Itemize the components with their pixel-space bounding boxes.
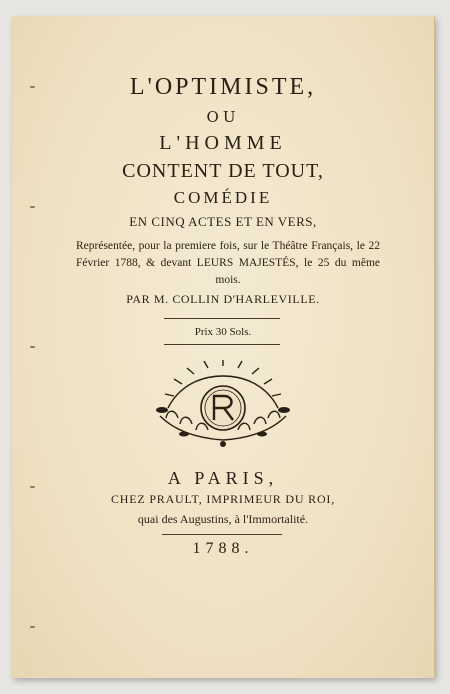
price-rule-top [164, 318, 280, 319]
title-page [12, 16, 435, 678]
imprint-rule [162, 534, 282, 535]
author-line: PAR M. COLLIN D'HARLEVILLE. [126, 292, 320, 306]
imprint-year: 1788. [192, 540, 254, 557]
acts-description: EN CINQ ACTES ET EN VERS, [129, 214, 317, 229]
performance-note: Représentée, pour la premiere fois, sur le Théâtre Français, le 22 Février 1788, & devant LEURS MAJESTÉS, le 25 du même mois. [76, 240, 380, 286]
title-conjunction: OU [206, 108, 240, 126]
price-label: Prix 30 Sols. [194, 326, 252, 338]
imprint-printer: CHEZ PRAULT, IMPRIMEUR DU ROI, [110, 492, 335, 506]
imprint-city: A PARIS, [167, 468, 279, 488]
imprint-address: quai des Augustins, à l'Immortalité. [137, 512, 309, 526]
wreath-monogram-icon [138, 358, 308, 450]
price-rule-bottom [164, 344, 280, 345]
play-title: L'OPTIMISTE, [129, 74, 317, 100]
subtitle-line-1: L'HOMME [159, 132, 287, 154]
subtitle-line-2: CONTENT DE TOUT, [122, 160, 324, 182]
binding-stitch [30, 346, 35, 348]
binding-stitch [30, 626, 35, 628]
genre-label: COMÉDIE [173, 188, 273, 207]
